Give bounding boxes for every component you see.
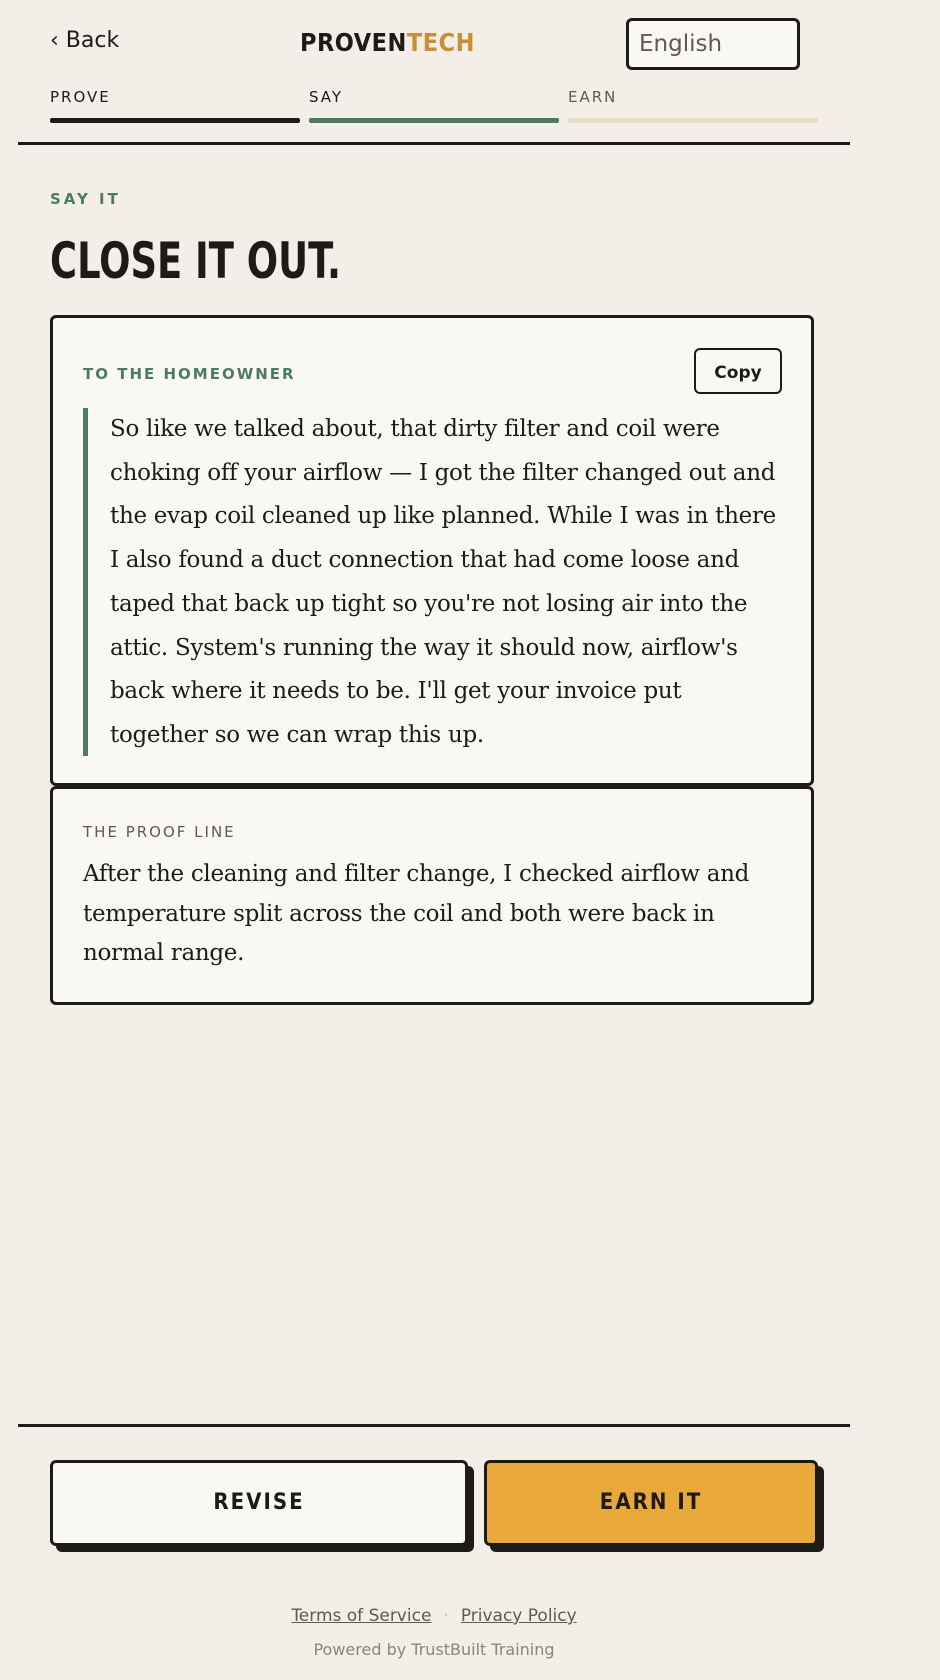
privacy-policy-link[interactable]: Privacy Policy [460,1606,577,1626]
logo-part-1: PROVEN [300,28,407,57]
step-progress-bar [568,118,818,123]
step-progress-bar [50,118,300,123]
header-divider [18,142,850,145]
terms-of-service-link[interactable]: Terms of Service [291,1606,432,1626]
step-prove [50,88,300,106]
language-select[interactable]: English [626,18,800,70]
footer-links [0,1606,868,1626]
section-eyebrow: SAY IT [50,190,121,208]
card-label: THE PROOF LINE [83,823,236,841]
earn-it-button[interactable]: EARN IT [484,1460,818,1546]
copy-button[interactable]: Copy [694,348,782,394]
homeowner-message-text: So like we talked about, that dirty filter and coil were choking off your airflow — I got the filter changed out and the evap coil cleaned up like planned. While I was in there I also found a duct connection that had come loose and taped that back up tight so you're not losing air into the attic. System's running the way it should now, airflow's back where it needs to be. I'll get your invoice put together so we can wrap this up. [110,416,776,748]
footer-divider [18,1424,850,1427]
step-say [309,88,559,106]
revise-button[interactable]: REVISE [50,1460,468,1546]
proof-line-card [50,786,814,1005]
step-label: EARN [568,88,618,106]
powered-by-text: Powered by TrustBuilt Training [313,1640,555,1659]
logo [300,28,475,57]
proof-line-text: After the cleaning and filter change, I checked airflow and temperature split across the coil and both were back in normal range. [83,861,750,966]
card-label: TO THE HOMEOWNER [83,365,296,383]
step-earn [568,88,818,106]
homeowner-message-card [50,315,814,786]
back-button[interactable]: ‹ Back [50,28,120,53]
page-title: CLOSE IT OUT. [50,232,342,290]
logo-part-2: TECH [406,28,475,57]
step-label: PROVE [50,88,111,106]
quote-accent-bar [83,408,88,756]
step-label: SAY [309,88,344,106]
step-progress-bar [309,118,559,123]
footer-separator: · [443,1606,449,1626]
